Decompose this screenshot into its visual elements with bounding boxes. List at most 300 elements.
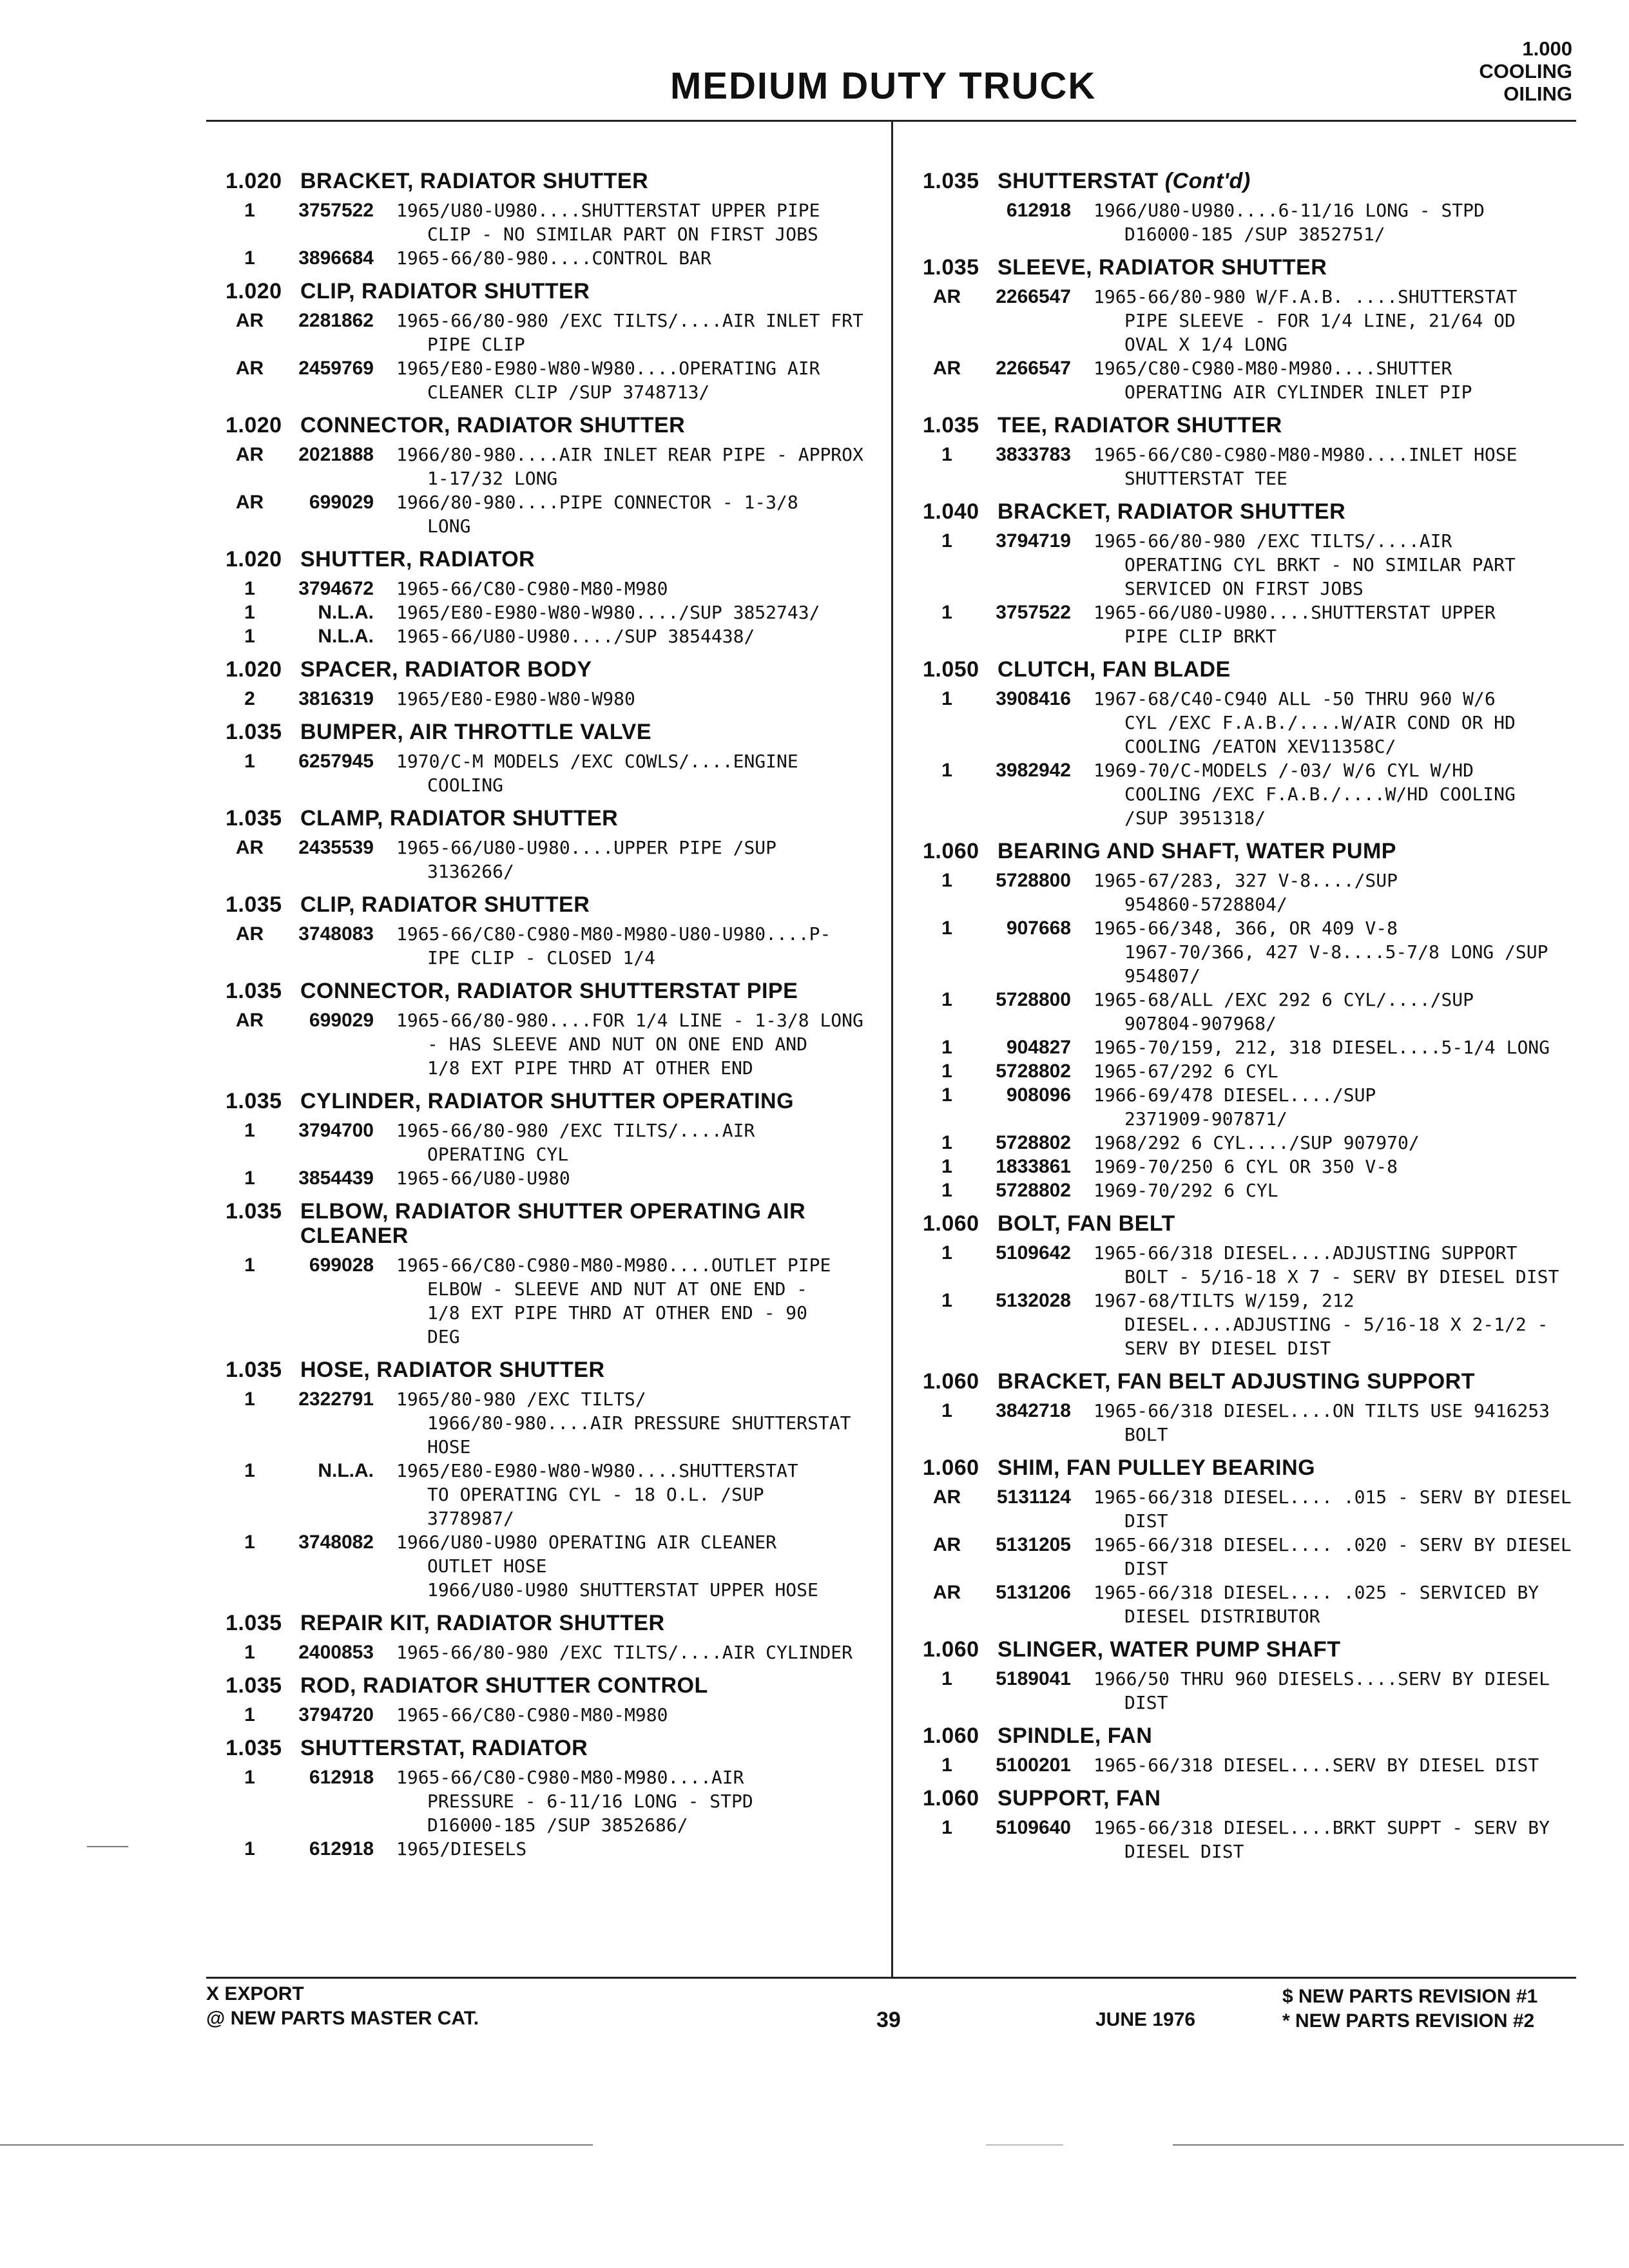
part-description	[396, 1387, 876, 1459]
description-line: BOLT	[1124, 1424, 1168, 1445]
description-line: 1965-66/C80-C980-M80-M980	[396, 1704, 668, 1725]
part-description	[396, 309, 876, 356]
part-row	[923, 529, 1574, 601]
part-number: 5109640	[996, 1817, 1071, 1838]
part-description	[396, 1765, 876, 1837]
section-name: BRACKET, FAN BELT ADJUSTING SUPPORT	[998, 1369, 1475, 1394]
scan-artifact-line	[87, 1846, 128, 1847]
part-number: 612918	[309, 1767, 374, 1788]
description-line: /SUP 3951318/	[1124, 807, 1266, 829]
description-line: 1965-66/318 DIESEL.... .025 - SERVICED BY	[1094, 1582, 1539, 1603]
part-number: 2266547	[996, 358, 1071, 379]
part-quantity: 1	[941, 1817, 952, 1838]
part-quantity: 1	[941, 1668, 952, 1689]
part-description	[396, 601, 876, 624]
part-number: 904827	[1006, 1037, 1071, 1058]
description-line: 1965-66/80-980 W/F.A.B. ....SHUTTERSTAT	[1094, 286, 1518, 307]
description-line: OPERATING AIR CYLINDER INLET PIP	[1124, 381, 1472, 403]
description-line: 1965-66/318 DIESEL.... .020 - SERV BY DIESEL	[1094, 1534, 1572, 1555]
description-line: OPERATING CYL	[427, 1144, 569, 1165]
section-code: 1.060	[923, 1637, 979, 1662]
part-quantity: 1	[941, 1290, 952, 1311]
section-code: 1.060	[923, 1724, 979, 1748]
footer-revision-2: * NEW PARTS REVISION #2	[1282, 2010, 1535, 2032]
footer-export-note: X EXPORT	[206, 1983, 304, 2004]
part-number: 612918	[1006, 200, 1071, 221]
section-code: 1.035	[226, 892, 282, 917]
part-description	[1094, 1289, 1574, 1360]
part-row	[923, 1083, 1574, 1131]
description-line: 1965/80-980 /EXC TILTS/	[396, 1389, 646, 1410]
section-label-cooling: COOLING	[1479, 60, 1572, 82]
section-name: BRACKET, RADIATOR SHUTTER	[300, 169, 649, 193]
description-line: D16000-185 /SUP 3852751/	[1124, 224, 1385, 245]
part-quantity: AR	[235, 492, 264, 513]
section-heading	[923, 1211, 1574, 1236]
description-line: 1965-66/C80-C980-M80-M980....AIR	[396, 1767, 744, 1788]
description-line: 3136266/	[427, 861, 514, 882]
description-line: OVAL X 1/4 LONG	[1124, 334, 1287, 355]
description-line: CLEANER CLIP /SUP 3748713/	[427, 381, 710, 403]
part-row	[923, 758, 1574, 830]
section-heading	[923, 839, 1574, 863]
part-row	[923, 285, 1574, 356]
part-row	[226, 1008, 876, 1080]
section-number: 1.000	[1522, 37, 1572, 60]
part-quantity	[923, 198, 971, 246]
part-quantity: AR	[932, 358, 961, 379]
part-description	[1094, 988, 1574, 1035]
section-heading	[923, 499, 1574, 524]
part-number: 612918	[309, 1838, 374, 1860]
description-line: 1968/292 6 CYL..../SUP 907970/	[1094, 1132, 1420, 1153]
part-number: 3794719	[996, 530, 1071, 552]
section-heading	[226, 1673, 876, 1698]
part-row	[226, 1765, 876, 1837]
section-heading	[226, 1089, 876, 1113]
part-number: 5728802	[996, 1180, 1071, 1201]
part-number: 5728802	[996, 1132, 1071, 1153]
description-line: 1965-66/80-980 /EXC TILTS/....AIR INLET FRT	[396, 310, 863, 331]
part-quantity: 1	[244, 1767, 255, 1788]
section-code: 1.035	[226, 1199, 282, 1224]
section-continued-note: (Cont'd)	[1164, 169, 1251, 193]
part-row	[923, 1241, 1574, 1289]
part-row	[923, 1581, 1574, 1628]
part-number: 699029	[309, 1010, 374, 1031]
description-line: 1965-66/80-980....FOR 1/4 LINE - 1-3/8 LONG	[396, 1010, 863, 1031]
description-line: HOSE	[427, 1436, 471, 1457]
part-number: 3757522	[996, 602, 1071, 623]
part-row	[226, 1253, 876, 1349]
description-line: 1965-66/80-980 /EXC TILTS/....AIR CYLINDER	[396, 1642, 853, 1663]
part-number: 3908416	[996, 688, 1071, 709]
description-line: 954860-5728804/	[1124, 894, 1287, 915]
part-number: 5728800	[996, 870, 1071, 891]
section-index	[1479, 37, 1572, 105]
section-name: TEE, RADIATOR SHUTTER	[998, 413, 1282, 437]
part-number: 3854439	[298, 1168, 374, 1189]
part-row	[923, 1131, 1574, 1155]
part-row	[923, 1485, 1574, 1533]
part-number: 5131205	[996, 1534, 1071, 1555]
description-line: 1965-66/318 DIESEL.... .015 - SERV BY DIESEL	[1094, 1486, 1572, 1508]
description-line: 1965-68/ALL /EXC 292 6 CYL/..../SUP	[1094, 989, 1474, 1010]
description-line: 2371909-907871/	[1124, 1108, 1287, 1129]
description-line: 1969-70/C-MODELS /-03/ W/6 CYL W/HD	[1094, 760, 1474, 781]
section-code: 1.040	[923, 499, 979, 524]
footer-master-cat-note: @ NEW PARTS MASTER CAT.	[206, 2008, 479, 2029]
section-code: 1.060	[923, 1369, 979, 1394]
section-name: CLIP, RADIATOR SHUTTER	[300, 279, 590, 303]
scan-artifact-line	[1173, 2144, 1624, 2146]
part-number: N.L.A.	[318, 602, 374, 623]
part-row	[923, 1816, 1574, 1863]
part-number: 1833861	[996, 1156, 1071, 1177]
section-name: CLAMP, RADIATOR SHUTTER	[300, 806, 619, 831]
description-line: DIST	[1124, 1692, 1168, 1713]
part-quantity: AR	[235, 837, 264, 858]
description-line: 1966/50 THRU 960 DIESELS....SERV BY DIESEL	[1094, 1668, 1550, 1689]
part-number: 5189041	[996, 1668, 1071, 1689]
part-row	[923, 1289, 1574, 1360]
part-quantity: 1	[941, 602, 952, 623]
part-row	[923, 869, 1574, 916]
part-row	[226, 836, 876, 883]
part-number: 2281862	[298, 310, 374, 331]
part-quantity: 1	[244, 200, 255, 221]
section-name: REPAIR KIT, RADIATOR SHUTTER	[300, 1611, 665, 1635]
description-line: 1966/U80-U980....6-11/16 LONG - STPD	[1094, 200, 1485, 221]
part-row	[923, 1753, 1574, 1777]
description-line: 1965-66/U80-U980....UPPER PIPE /SUP	[396, 837, 777, 858]
part-row	[226, 922, 876, 970]
description-line: 1966/80-980....AIR PRESSURE SHUTTERSTAT	[427, 1412, 851, 1434]
section-name: SHUTTERSTAT, RADIATOR	[300, 1736, 588, 1760]
part-description	[396, 624, 876, 648]
part-description	[396, 246, 876, 270]
part-description	[1094, 758, 1574, 830]
description-line: 1965-66/80-980 /EXC TILTS/....AIR	[1094, 530, 1452, 552]
part-number: 3757522	[298, 200, 374, 221]
description-line: COOLING /EATON XEV11358C/	[1124, 736, 1396, 757]
description-line: PIPE SLEEVE - FOR 1/4 LINE, 21/64 OD	[1124, 310, 1516, 331]
description-line: 1965-66/U80-U980..../SUP 3854438/	[396, 626, 755, 647]
description-line: 907804-907968/	[1124, 1013, 1277, 1034]
section-name: CONNECTOR, RADIATOR SHUTTER	[300, 413, 686, 437]
description-line: D16000-185 /SUP 3852686/	[427, 1814, 688, 1836]
section-code: 1.035	[226, 1089, 282, 1113]
section-code: 1.020	[226, 279, 282, 303]
description-line: 1/8 EXT PIPE THRD AT OTHER END - 90	[427, 1302, 808, 1323]
description-line: BOLT - 5/16-18 X 7 - SERV BY DIESEL DIST	[1124, 1266, 1559, 1287]
part-description	[1094, 869, 1574, 916]
part-description	[1094, 1533, 1574, 1581]
section-name: BUMPER, AIR THROTTLE VALVE	[300, 720, 652, 744]
section-heading	[226, 720, 876, 744]
description-line: 1965/C80-C980-M80-M980....SHUTTER	[1094, 358, 1452, 379]
part-quantity: 1	[941, 989, 952, 1010]
section-code: 1.035	[226, 1736, 282, 1760]
part-quantity: 1	[244, 1460, 255, 1481]
section-code: 1.060	[923, 1786, 979, 1811]
scan-artifact-line	[986, 2144, 1063, 2146]
description-line: 1965-66/318 DIESEL....ADJUSTING SUPPORT	[1094, 1242, 1518, 1264]
part-description	[396, 1459, 876, 1530]
part-description	[1094, 356, 1574, 404]
section-heading	[226, 547, 876, 572]
part-number: 3842718	[996, 1400, 1071, 1421]
description-line: IPE CLIP - CLOSED 1/4	[427, 947, 656, 968]
left-column	[226, 160, 876, 1861]
part-number: 2400853	[298, 1642, 374, 1663]
description-line: 1970/C-M MODELS /EXC COWLS/....ENGINE	[396, 751, 798, 772]
section-name: BRACKET, RADIATOR SHUTTER	[998, 499, 1346, 524]
part-description	[1094, 1581, 1574, 1628]
part-quantity: 1	[941, 870, 952, 891]
part-quantity: 1	[244, 602, 255, 623]
part-description	[396, 356, 876, 404]
description-line: DIESEL DISTRIBUTOR	[1124, 1606, 1320, 1627]
part-description	[1094, 1399, 1574, 1446]
description-line: 1967-70/366, 427 V-8....5-7/8 LONG /SUP	[1124, 941, 1548, 963]
section-name: SPINDLE, FAN	[998, 1724, 1153, 1748]
description-line: 1966/80-980....PIPE CONNECTOR - 1-3/8	[396, 492, 798, 513]
part-row	[226, 246, 876, 270]
description-line: 1965-66/318 DIESEL....ON TILTS USE 9416253	[1094, 1400, 1550, 1421]
part-number: 5728802	[996, 1061, 1071, 1082]
section-name: SPACER, RADIATOR BODY	[300, 657, 592, 682]
part-description	[1094, 1059, 1574, 1083]
part-quantity: 1	[244, 1642, 255, 1663]
section-code: 1.020	[226, 169, 282, 193]
description-line: 1965-66/U80-U980....SHUTTERSTAT UPPER	[1094, 602, 1496, 623]
description-line: 1965-66/C80-C980-M80-M980....OUTLET PIPE	[396, 1254, 831, 1276]
description-line: 1965/U80-U980....SHUTTERSTAT UPPER PIPE	[396, 200, 820, 221]
part-description	[1094, 1083, 1574, 1131]
description-line: COOLING /EXC F.A.B./....W/HD COOLING	[1124, 783, 1516, 805]
part-description	[396, 577, 876, 601]
part-quantity: AR	[235, 923, 264, 945]
part-number: 2266547	[996, 286, 1071, 307]
part-description	[396, 687, 876, 711]
part-number: N.L.A.	[318, 1460, 374, 1481]
section-code: 1.020	[226, 657, 282, 682]
part-number: 908096	[1006, 1084, 1071, 1106]
part-number: 3896684	[298, 247, 374, 269]
part-quantity: 1	[941, 1242, 952, 1264]
part-quantity: 1	[941, 444, 952, 465]
page-title: MEDIUM DUTY TRUCK	[670, 65, 1097, 107]
description-line: 1965-66/C80-C980-M80-M980-U80-U980....P-	[396, 923, 831, 945]
section-name: SLINGER, WATER PUMP SHAFT	[998, 1637, 1341, 1662]
description-line: 1966/80-980....AIR INLET REAR PIPE - APPROX	[396, 444, 863, 465]
section-heading	[923, 1637, 1574, 1662]
description-line: 1965-66/80-980....CONTROL BAR	[396, 247, 711, 269]
footer-legend-left	[206, 1982, 479, 2031]
section-code: 1.060	[923, 1456, 979, 1480]
section-heading	[226, 892, 876, 917]
part-quantity: 1	[941, 1400, 952, 1421]
section-code: 1.035	[226, 1358, 282, 1382]
description-line: 1967-68/C40-C940 ALL -50 THRU 960 W/6	[1094, 688, 1496, 709]
footer-legend-right	[1282, 1984, 1537, 2033]
description-line: 1965/E80-E980-W80-W980....OPERATING AIR	[396, 358, 820, 379]
section-name: BOLT, FAN BELT	[998, 1211, 1175, 1236]
part-quantity: 1	[244, 626, 255, 647]
section-code: 1.060	[923, 1211, 979, 1236]
section-name: ELBOW, RADIATOR SHUTTER OPERATING AIR	[300, 1199, 806, 1224]
section-name: CONNECTOR, RADIATOR SHUTTERSTAT PIPE	[300, 979, 798, 1003]
part-quantity: 1	[244, 1532, 255, 1553]
description-line: 1965-67/283, 327 V-8..../SUP	[1094, 870, 1398, 891]
part-description	[1094, 687, 1574, 758]
section-name: CLUTCH, FAN BLADE	[998, 657, 1231, 682]
part-quantity: 1	[941, 1061, 952, 1082]
part-row	[226, 1459, 876, 1530]
section-code: 1.050	[923, 657, 979, 682]
part-number: 3748082	[298, 1532, 374, 1553]
part-description	[1094, 1155, 1574, 1178]
part-description	[1094, 198, 1574, 246]
part-description	[1094, 285, 1574, 356]
part-description	[396, 1119, 876, 1166]
part-description	[396, 1253, 876, 1349]
section-name: SUPPORT, FAN	[998, 1786, 1161, 1811]
section-heading	[923, 1786, 1574, 1811]
description-line: SERV BY DIESEL DIST	[1124, 1338, 1331, 1359]
part-quantity: AR	[932, 1486, 961, 1508]
part-quantity: 1	[244, 1838, 255, 1860]
section-heading	[226, 279, 876, 303]
description-line: 1969-70/250 6 CYL OR 350 V-8	[1094, 1156, 1398, 1177]
description-line: 1965-70/159, 212, 318 DIESEL....5-1/4 LONG	[1094, 1037, 1550, 1058]
section-heading	[923, 255, 1574, 280]
section-code: 1.020	[226, 547, 282, 572]
part-description	[396, 1837, 876, 1861]
section-code: 1.020	[226, 413, 282, 437]
description-line: PRESSURE - 6-11/16 LONG - STPD	[427, 1791, 753, 1812]
part-number: 3794700	[298, 1120, 374, 1141]
part-quantity: 1	[941, 1132, 952, 1153]
part-quantity: 2	[244, 688, 255, 709]
part-description	[396, 922, 876, 970]
section-heading	[226, 1199, 876, 1224]
part-row	[923, 1533, 1574, 1581]
description-line: 1965/E80-E980-W80-W980....SHUTTERSTAT	[396, 1460, 798, 1481]
description-line: 1966/U80-U980 OPERATING AIR CLEANER	[396, 1532, 777, 1553]
part-quantity: 1	[941, 1037, 952, 1058]
part-number: 5109642	[996, 1242, 1071, 1264]
description-line: 1965/E80-E980-W80-W980..../SUP 3852743/	[396, 602, 820, 623]
description-line: 1965-66/C80-C980-M80-M980	[396, 578, 668, 599]
scan-artifact-line	[0, 2144, 593, 2146]
section-heading	[226, 169, 876, 193]
description-line: - HAS SLEEVE AND NUT ON ONE END AND	[427, 1033, 808, 1055]
description-line: 3778987/	[427, 1508, 514, 1529]
description-line: DIST	[1124, 1558, 1168, 1579]
part-row	[923, 988, 1574, 1035]
part-quantity: 1	[244, 1168, 255, 1189]
description-line: 1969-70/292 6 CYL	[1094, 1180, 1278, 1201]
description-line: CYL /EXC F.A.B./....W/AIR COND OR HD	[1124, 712, 1516, 733]
section-name: CYLINDER, RADIATOR SHUTTER OPERATING	[300, 1089, 795, 1113]
footer-rule	[206, 1977, 1576, 1979]
section-code: 1.060	[923, 839, 979, 863]
part-row	[226, 1387, 876, 1459]
part-quantity: 1	[244, 578, 255, 599]
part-description	[1094, 601, 1574, 648]
part-description	[1094, 1485, 1574, 1533]
description-line: DIESEL DIST	[1124, 1841, 1244, 1862]
part-description	[1094, 1816, 1574, 1863]
part-number: 5131206	[996, 1582, 1071, 1603]
part-description	[396, 443, 876, 490]
description-line: 1965-66/318 DIESEL....BRKT SUPPT - SERV BY	[1094, 1817, 1550, 1838]
section-name: SHIM, FAN PULLEY BEARING	[998, 1456, 1316, 1480]
part-row	[226, 198, 876, 246]
section-name: ROD, RADIATOR SHUTTER CONTROL	[300, 1673, 708, 1698]
part-number: 3816319	[298, 688, 374, 709]
part-quantity: AR	[932, 1534, 961, 1555]
section-code: 1.035	[923, 169, 979, 193]
part-number: 2435539	[298, 837, 374, 858]
part-description	[396, 490, 876, 538]
part-number: 3982942	[996, 760, 1071, 781]
section-code: 1.035	[226, 1673, 282, 1698]
part-row	[226, 1119, 876, 1166]
part-description	[1094, 529, 1574, 601]
part-number: 5132028	[996, 1290, 1071, 1311]
part-description	[396, 1008, 876, 1080]
part-row	[226, 749, 876, 797]
description-line: DIST	[1124, 1510, 1168, 1532]
section-heading	[226, 806, 876, 831]
part-quantity: 1	[941, 918, 952, 939]
part-number: 2021888	[298, 444, 374, 465]
part-description	[1094, 1035, 1574, 1059]
section-heading	[226, 1736, 876, 1760]
part-row	[923, 916, 1574, 988]
part-row	[226, 601, 876, 624]
part-number: 699028	[309, 1254, 374, 1276]
part-quantity: 1	[941, 688, 952, 709]
part-quantity: 1	[244, 247, 255, 269]
description-line: ELBOW - SLEEVE AND NUT AT ONE END -	[427, 1278, 808, 1300]
section-heading	[226, 1358, 876, 1382]
part-quantity: 1	[244, 1120, 255, 1141]
part-row	[923, 1399, 1574, 1446]
part-row	[923, 1059, 1574, 1083]
part-row	[226, 309, 876, 356]
section-heading	[226, 979, 876, 1003]
section-heading	[226, 657, 876, 682]
description-line: DIESEL....ADJUSTING - 5/16-18 X 2-1/2 -	[1124, 1314, 1548, 1335]
part-row	[923, 601, 1574, 648]
section-heading	[923, 1456, 1574, 1480]
description-line: 1967-68/TILTS W/159, 212	[1094, 1290, 1354, 1311]
part-row	[923, 198, 1574, 246]
part-number: 2322791	[298, 1389, 374, 1410]
description-line: 954807/	[1124, 965, 1201, 986]
part-number: 3794672	[298, 578, 374, 599]
right-column	[923, 160, 1574, 1863]
part-number: 907668	[1006, 918, 1071, 939]
part-quantity: 1	[941, 530, 952, 552]
part-row	[226, 356, 876, 404]
description-line: 1965-66/348, 366, OR 409 V-8	[1094, 918, 1398, 939]
part-quantity: AR	[235, 1010, 264, 1031]
